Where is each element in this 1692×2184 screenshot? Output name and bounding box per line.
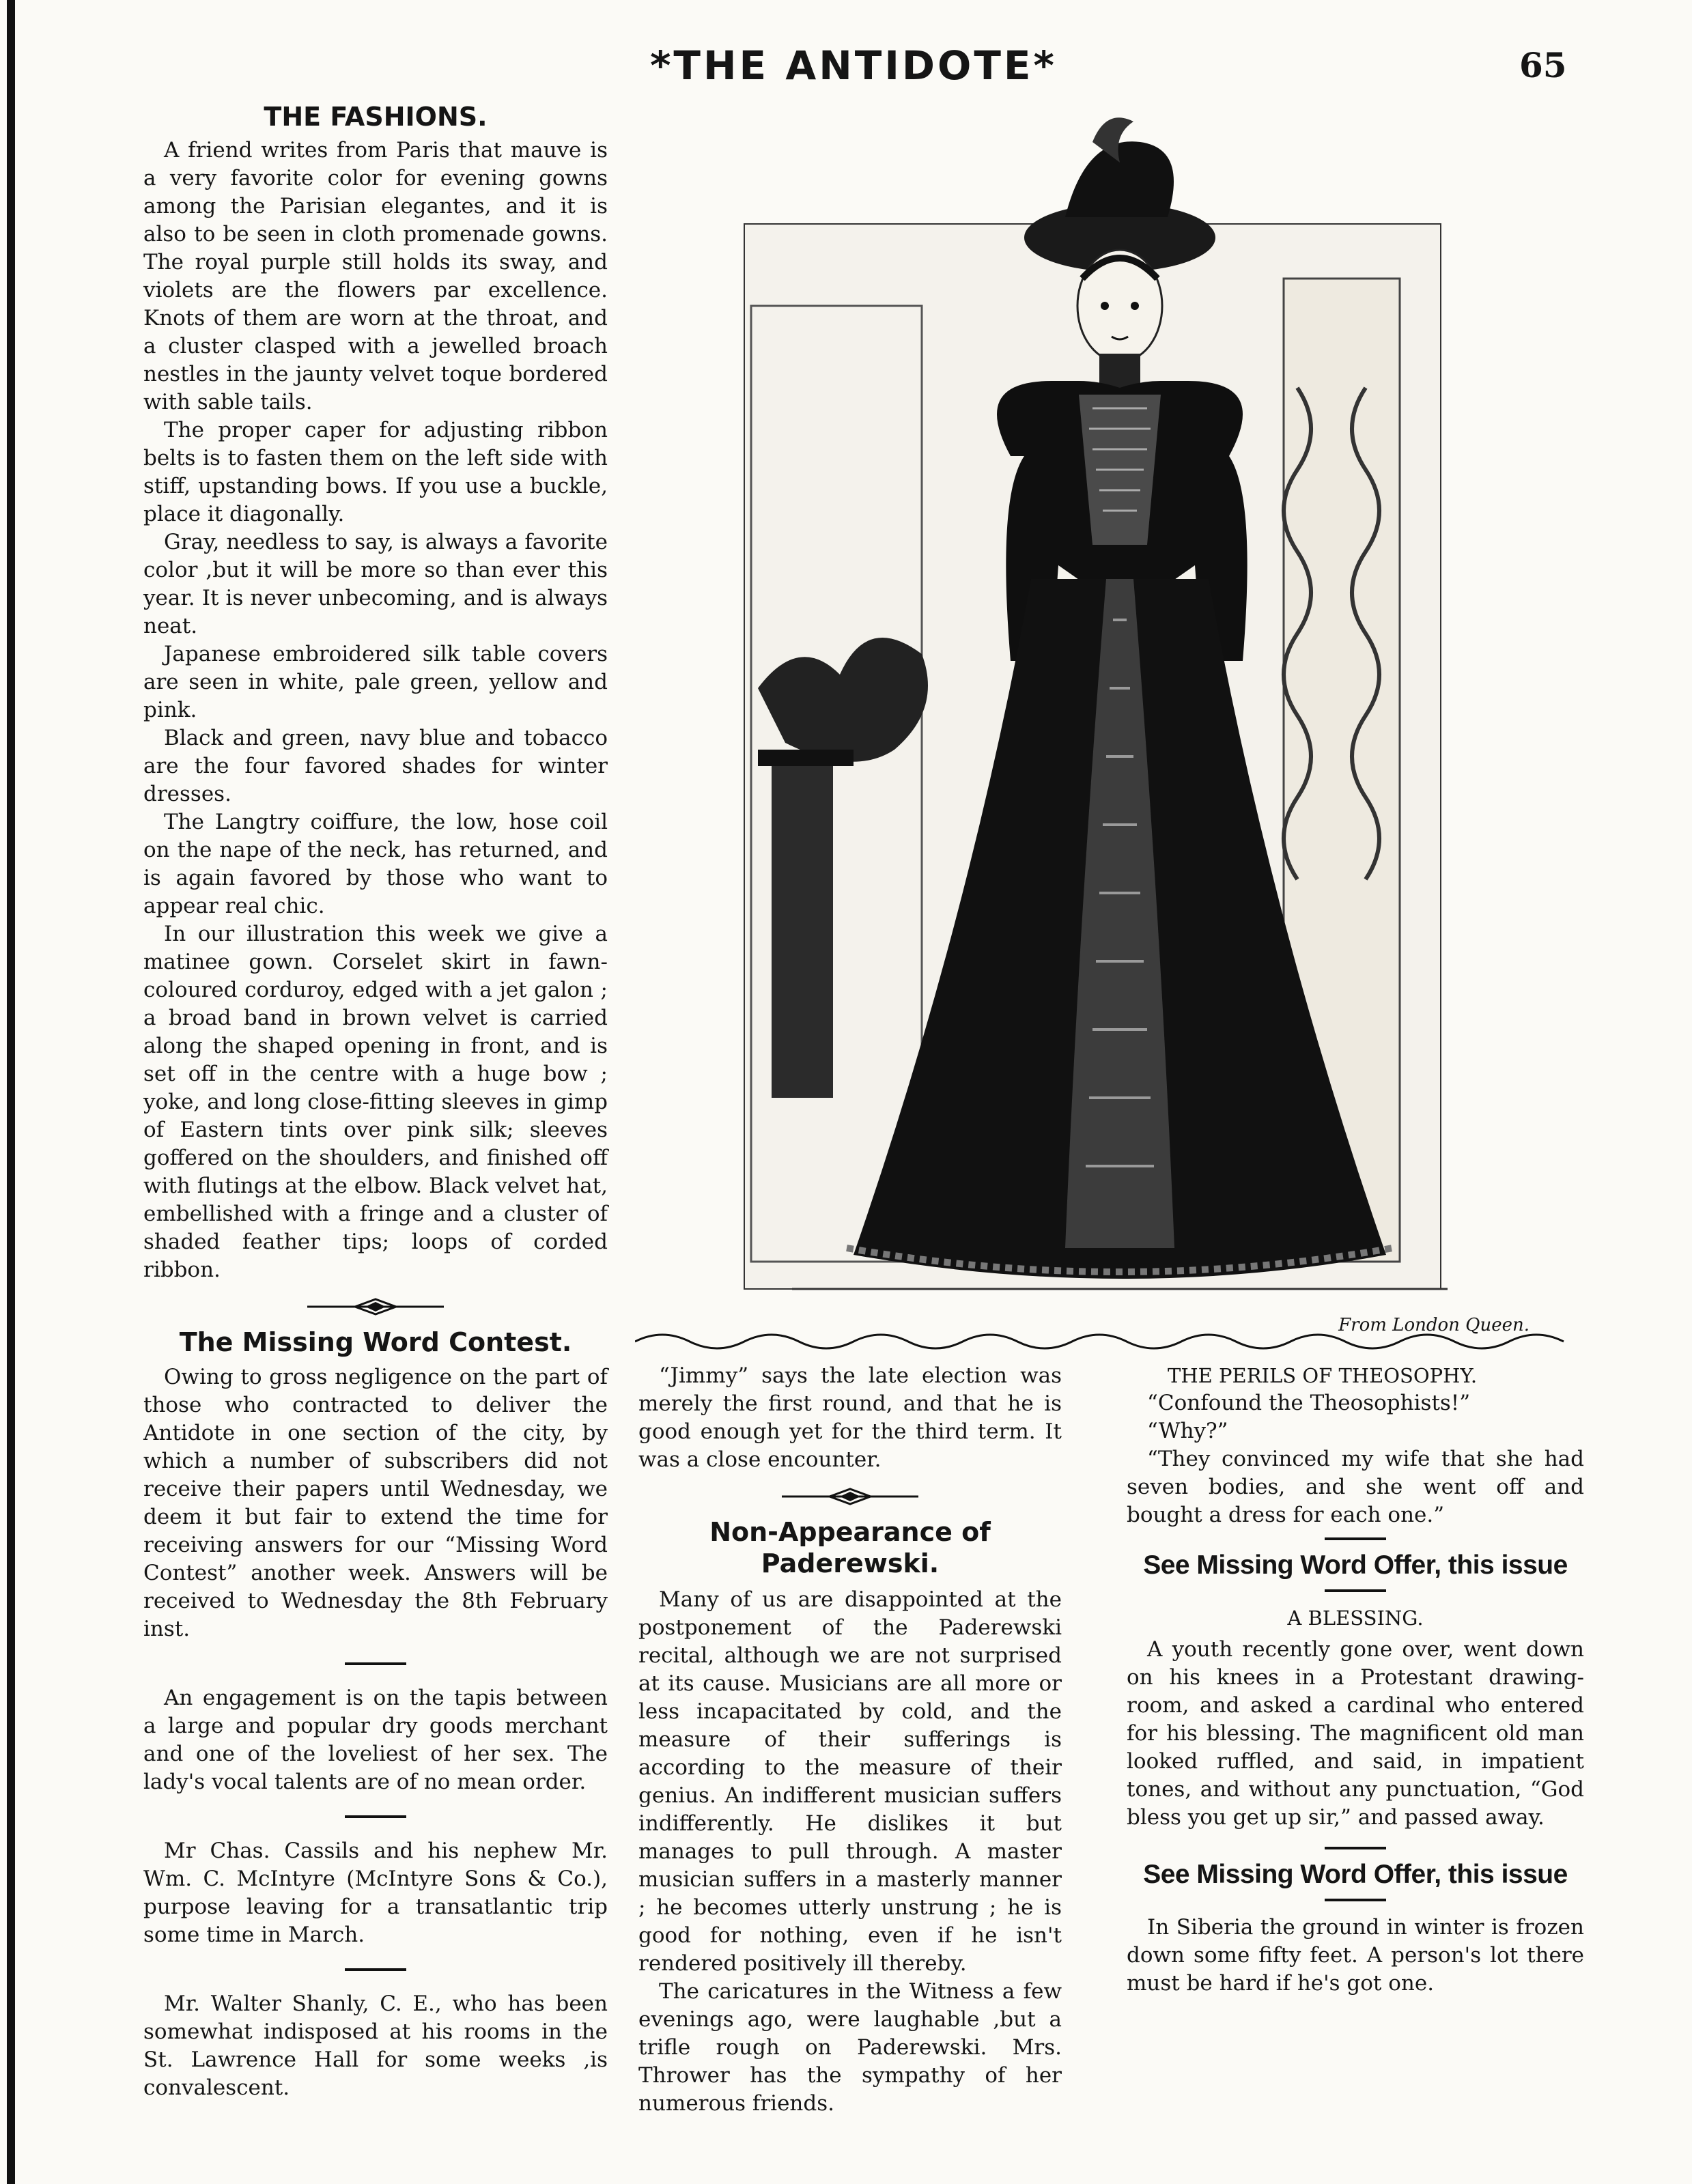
paderewski-paragraph: Many of us are disappointed at the postponement of the Paderewski recital, although we are not surprised at its cause. Musicians are all more or less incapacitated by cold, and the measure of their sufferings is according to the measure of their genius. An indifferent musician suffers indifferently. He dislikes it but manages to pull through. A master musician suffers in a masterly manner ; he becomes utterly unstrung ; he is good for nothing, even if he isn't rendered positively ill thereby. bbox=[638, 1587, 1062, 1976]
fashions-title: THE FASHIONS. bbox=[264, 102, 488, 132]
divider-rule bbox=[345, 1815, 406, 1818]
divider-rule bbox=[345, 1968, 406, 1971]
left-margin-rule bbox=[7, 0, 15, 2184]
theosophy-line: “They convinced my wife that she had seven bodies, and she went off and bought a dress for each one.” bbox=[1127, 1447, 1584, 1527]
fashions-paragraph: Black and green, navy blue and tobacco are the four favored shades for winter dresses. bbox=[143, 726, 608, 806]
siberia-paragraph: In Siberia the ground in winter is frozen down some fifty feet. A person's lot there must be hard if he's got one. bbox=[1127, 1915, 1584, 1996]
jimmy-paragraph: “Jimmy” says the late election was merely the first round, and that he is good enough yet for the third term. It was a close encounter. bbox=[638, 1363, 1062, 1472]
note-engagement: An engagement is on the tapis between a large and popular dry goods merchant and one of the loveliest of her sex. The lady's vocal talents are of no mean order. bbox=[143, 1686, 608, 1794]
divider-rule bbox=[1325, 1589, 1386, 1592]
paderewski-title: Non-Appearance of Paderewski. bbox=[709, 1517, 991, 1578]
fashion-illustration bbox=[710, 101, 1529, 1335]
left-column bbox=[143, 101, 608, 2102]
note-shanly: Mr. Walter Shanly, C. E., who has been somewhat indisposed at his rooms in the St. Lawrence Hall for some weeks ,is convalescent. bbox=[143, 1991, 608, 2100]
theosophy-line: “Confound the Theosophists!” bbox=[1147, 1391, 1471, 1415]
masthead: *THE ANTIDOTE* bbox=[650, 42, 1057, 89]
missing-word-offer: See Missing Word Offer, this issue bbox=[1143, 1550, 1568, 1580]
page-number: 65 bbox=[1519, 45, 1567, 85]
note-cassils: Mr Chas. Cassils and his nephew Mr. Wm. C. McIntyre (McIntyre Sons & Co.), purpose leaving for a transatlantic trip some time in March. bbox=[143, 1839, 608, 1947]
blessing-paragraph: A youth recently gone over, went down on his knees in a Protestant drawing-room, and asked a cardinal who entered for his blessing. The magnificent old man looked ruffled, and said, in impatient tones, and without any punctuation, “God bless you get up sir,” and passed away. bbox=[1127, 1637, 1584, 1830]
wavy-divider bbox=[635, 1328, 1577, 1355]
fashions-paragraph: Gray, needless to say, is always a favorite color ,but it will be more so than ever this year. It is never unbecoming, and is always neat. bbox=[143, 530, 608, 638]
blessing-title: A BLESSING. bbox=[1287, 1606, 1424, 1630]
matinee-gown-engraving bbox=[710, 101, 1529, 1316]
theosophy-title: THE PERILS OF THEOSOPHY. bbox=[1168, 1364, 1478, 1387]
theosophy-line: “Why?” bbox=[1147, 1419, 1228, 1443]
ornament-divider bbox=[307, 1296, 444, 1317]
divider-rule bbox=[1325, 1537, 1386, 1540]
fashions-paragraph: Japanese embroidered silk table covers are seen in white, pale green, yellow and pink. bbox=[143, 642, 608, 722]
divider-rule bbox=[1325, 1847, 1386, 1849]
right-column bbox=[1127, 1362, 1584, 1998]
fashions-paragraph: A friend writes from Paris that mauve is a very favorite color for evening gowns among the Parisian elegantes, and it is also to be seen in cloth promenade gowns. The royal purple still holds its sway, and violets are the flowers par excellence. Knots of them are worn at the throat, and a cluster clasped with a jewelled broach nestles in the jaunty velvet toque bordered with sable tails. bbox=[143, 138, 608, 414]
divider-rule bbox=[1325, 1899, 1386, 1901]
missing-word-offer: See Missing Word Offer, this issue bbox=[1143, 1860, 1568, 1889]
ornament-divider bbox=[782, 1486, 918, 1507]
middle-column bbox=[638, 1362, 1062, 2118]
fashions-paragraph: The proper caper for adjusting ribbon belts is to fasten them on the left side with stiff, upstanding bows. If you use a buckle, place it diagonally. bbox=[143, 418, 608, 526]
missing-word-paragraph: Owing to gross negligence on the part of those who contracted to deliver the Antidote in one section of the city, by which a number of subscribers did not receive their papers until Wednesday, we deem it but fair to extend the time for receiving answers for our “Missing Word Contest” another week. Answers will be received to Wednesday the 8th February inst. bbox=[143, 1365, 608, 1641]
paderewski-paragraph: The caricatures in the Witness a few evenings ago, were laughable ,but a trifle rough on Paderewski. Mrs. Thrower has the sympathy of her numerous friends. bbox=[638, 1979, 1062, 2116]
missing-word-title: The Missing Word Contest. bbox=[179, 1327, 572, 1357]
fashions-paragraph: In our illustration this week we give a matinee gown. Corselet skirt in fawn-coloured corduroy, edged with a jet galon ; a broad band in brown velvet is carried along the shaped opening in front, and is set off in the centre with a huge bow ; yoke, and long close-fitting sleeves in gimp of Eastern tints over pink silk; sleeves goffered on the shoulders, and finished off with flutings at the elbow. Black velvet hat, embellished with a fringe and a cluster of shaded feather tips; loops of corded ribbon. bbox=[143, 922, 608, 1282]
fashions-paragraph: The Langtry coiffure, the low, hose coil on the nape of the neck, has returned, and is again favored by those who want to appear real chic. bbox=[143, 810, 608, 918]
divider-rule bbox=[345, 1662, 406, 1665]
illustration-credit: From London Queen. bbox=[1338, 1315, 1529, 1335]
